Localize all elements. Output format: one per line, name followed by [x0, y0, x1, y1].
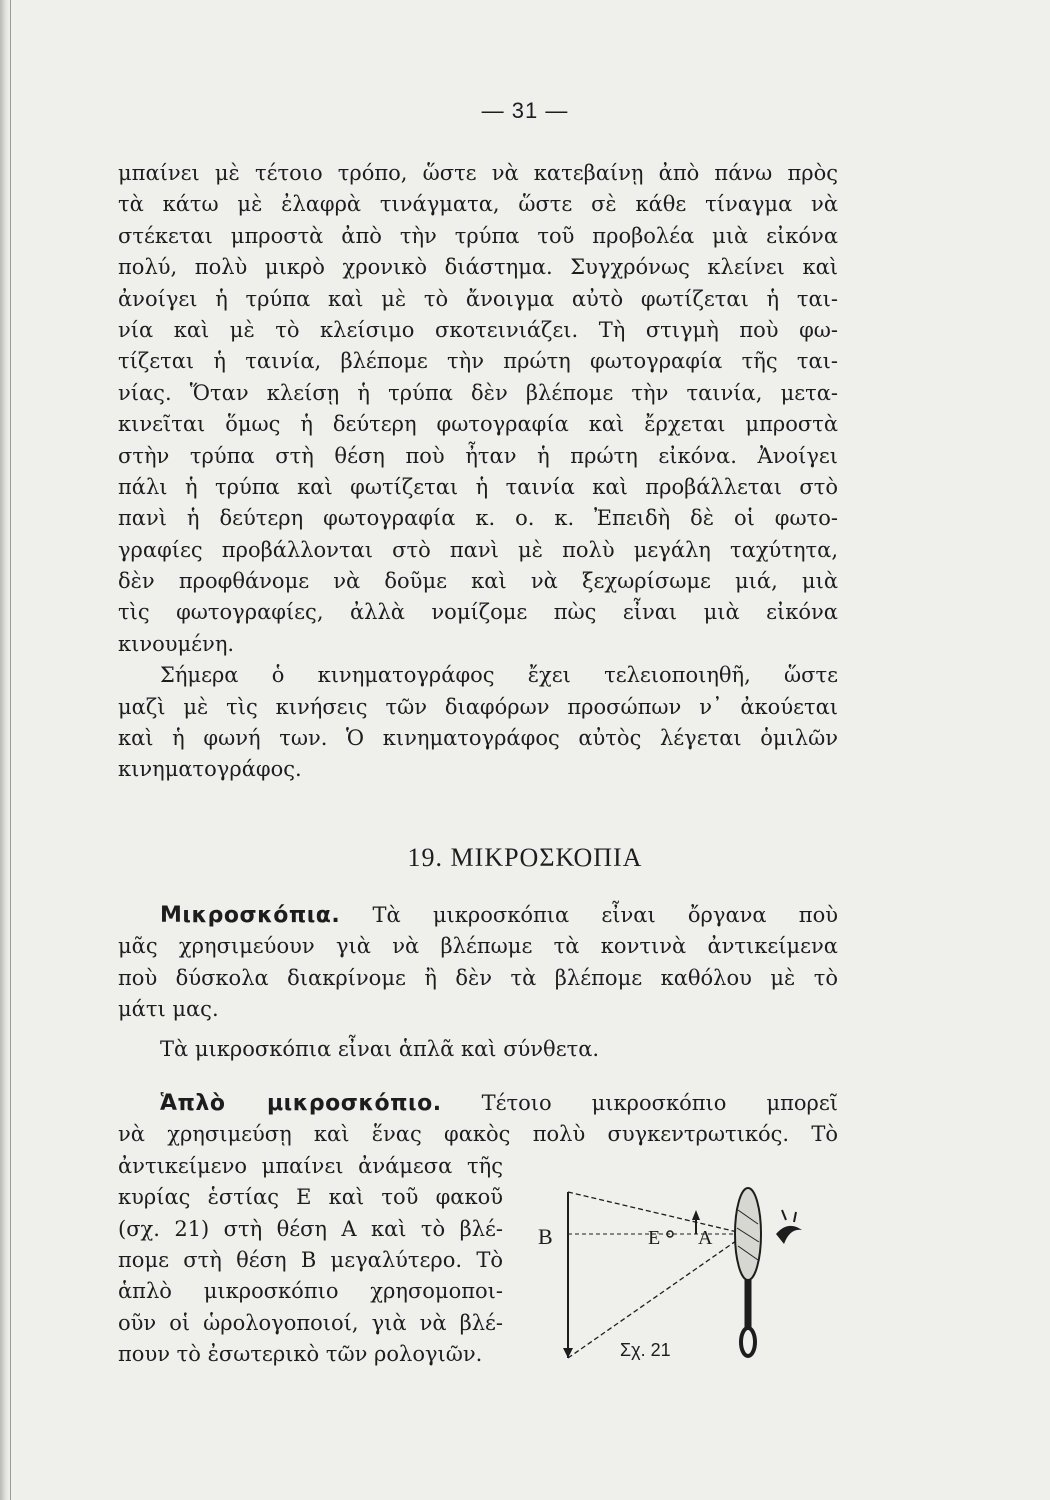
text-line: νίας. Ὅταν κλείσῃ ἡ τρύπα δὲν βλέπομε τὴν ταινία, μετα-	[118, 380, 838, 405]
lens-handle-ring	[741, 1328, 755, 1356]
text-line: ἀντικείμενο μπαίνει ἀνάμεσα τῆς	[118, 1153, 503, 1178]
text-line: γραφίες προβάλλονται στὸ πανὶ μὲ πολὺ μεγάλη ταχύτητα,	[118, 537, 838, 562]
text-line: Σήμερα ὁ κινηματογράφος ἔχει τελειοποιηθῆ, ὥστε	[160, 663, 838, 688]
text-line: νὰ χρησιμεύσῃ καὶ ἕνας φακὸς πολὺ συγκεντρωτικός. Τὸ	[118, 1122, 838, 1147]
paragraph-cinema	[118, 158, 838, 786]
lens-diagram	[538, 1180, 808, 1380]
eye-lash	[794, 1212, 796, 1222]
text-line: τὶς φωτογραφίες, ἀλλὰ νομίζομε πὼς εἶναι μιὰ εἰκόνα	[118, 600, 838, 625]
heading-rest: Τέτοιο μικροσκόπιο μπορεῖ	[481, 1091, 838, 1115]
text-line: κινουμένη.	[118, 631, 235, 656]
figure-label-a: Α	[698, 1227, 713, 1249]
text-line: τὰ κάτω μὲ ἐλαφρὰ τινάγματα, ὥστε σὲ κάθε τίναγμα νὰ	[118, 192, 838, 217]
text-line: πουν τὸ ἐσωτερικὸ τῶν ρολογιῶν.	[118, 1342, 483, 1367]
text-line: Τὰ μικροσκόπια εἶναι ἁπλᾶ καὶ σύνθετα.	[160, 1036, 600, 1061]
page-number: — 31 —	[481, 98, 569, 123]
text-line: μπαίνει μὲ τέτοιο τρόπο, ὥστε νὰ κατεβαίνῃ ἀπὸ πάνω πρὸς	[118, 161, 838, 185]
text-line: δὲν προφθάνομε νὰ δοῦμε καὶ νὰ ξεχωρίσωμε μιά, μιὰ	[118, 569, 838, 594]
figure-caption: Σχ. 21	[620, 1340, 671, 1360]
text-line: τίζεται ἡ ταινία, βλέπομε τὴν πρώτη φωτογραφία τῆς ται-	[118, 349, 838, 374]
text-line: ἀνοίγει ἡ τρύπα καὶ μὲ τὸ ἄνοιγμα αὐτὸ φωτίζεται ἡ ται-	[118, 286, 838, 311]
text-line: πολύ, πολὺ μικρὸ χρονικὸ διάστημα. Συγχρόνως κλείνει καὶ	[118, 255, 838, 280]
section-title: 19. ΜΙΚΡΟΣΚΟΠΙΑ	[407, 843, 643, 872]
figure-label-b: Β	[538, 1224, 553, 1249]
paragraph-heading: Μικροσκόπια.	[160, 903, 341, 928]
text-line: μαζὶ μὲ τὶς κινήσεις τῶν διαφόρων προσώπων ν᾿ ἀκούεται	[118, 694, 838, 719]
text-line: κινηματογράφος.	[118, 757, 302, 782]
text-line: στέκεται μπροστὰ ἀπὸ τὴν τρύπα τοῦ προβολέα μιὰ εἰκόνα	[118, 223, 838, 248]
eye-icon	[776, 1226, 802, 1244]
paragraph-microscopes	[118, 900, 838, 1065]
text-line: μᾶς χρησιμεύουν γιὰ νὰ βλέπωμε τὰ κοντινὰ ἀντικείμενα	[118, 934, 838, 959]
text-line: μάτι μας.	[118, 997, 219, 1022]
lens	[735, 1188, 761, 1280]
text-line	[118, 1088, 838, 1119]
text-line: πανὶ ἡ δεύτερη φωτογραφία κ. ο. κ. Ἐπειδὴ δὲ οἱ φωτο-	[118, 506, 838, 531]
text-line: πομε στὴ θέση Β μεγαλύτερο. Τὸ	[118, 1247, 503, 1272]
paragraph-heading: Ἁπλὸ μικροσκόπιο.	[160, 1091, 442, 1116]
page-edge-shadow	[0, 0, 10, 1500]
text-line: ἁπλὸ μικροσκόπιο χρησομοποι-	[118, 1279, 503, 1304]
text-line: οῦν οἱ ὡρολογοποιοί, γιὰ νὰ βλέ-	[118, 1310, 503, 1335]
text-line: στὴν τρύπα στὴ θέση ποὺ ἦταν ἡ πρώτη εἰκόνα. Ἀνοίγει	[118, 443, 838, 468]
text-line: κυρίας ἑστίας Ε καὶ τοῦ φακοῦ	[118, 1185, 503, 1210]
text-line: πάλι ἡ τρύπα καὶ φωτίζεται ἡ ταινία καὶ προβάλλεται στὸ	[118, 474, 838, 499]
text-line: ποὺ δύσκολα διακρίνομε ἢ δὲν τὰ βλέπομε καθόλου μὲ τὸ	[118, 965, 838, 990]
text-line	[118, 900, 838, 931]
image-arrow-head	[563, 1348, 573, 1358]
text-line: (σχ. 21) στὴ θέση Α καὶ τὸ βλέ-	[118, 1216, 503, 1241]
heading-rest: Τὰ μικροσκόπια εἶναι ὄργανα ποὺ	[372, 903, 838, 927]
text-line: καὶ ἡ φωνή των. Ὁ κινηματογράφος αὐτὸς λέγεται ὁμιλῶν	[118, 726, 838, 751]
eye-lash	[782, 1210, 786, 1220]
figure-label-e: Ε	[648, 1227, 661, 1249]
object-arrow-head	[692, 1210, 700, 1220]
text-line: κινεῖται ὅμως ἡ δεύτερη φωτογραφία καὶ ἔρχεται μπροστὰ	[118, 412, 838, 437]
page-edge-line	[10, 0, 11, 1500]
text-line: νία καὶ μὲ τὸ κλείσιμο σκοτεινιάζει. Τὴ στιγμὴ ποὺ φω-	[118, 317, 838, 342]
